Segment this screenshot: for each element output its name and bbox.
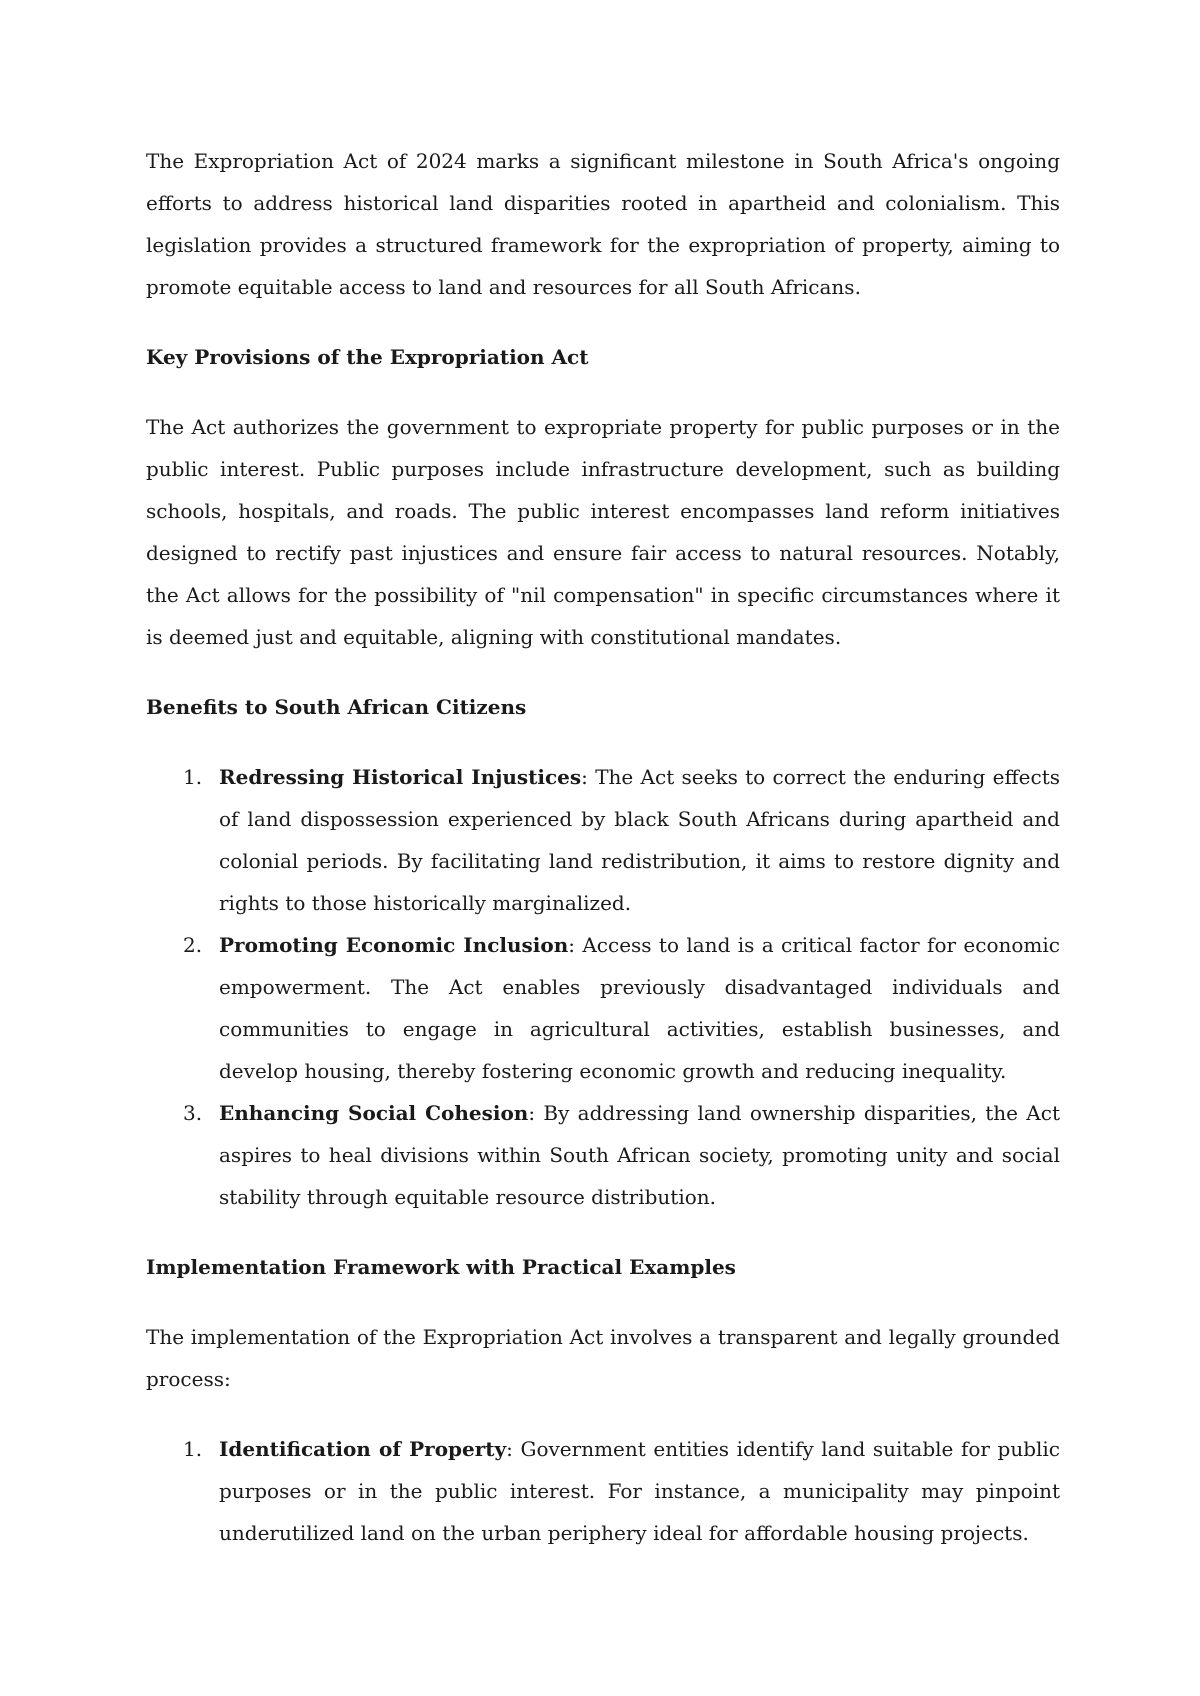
section-heading-key-provisions: Key Provisions of the Expropriation Act xyxy=(146,345,589,369)
implementation-paragraph: The implementation of the Expropriation Act involves a transparent and legally grounded process: xyxy=(146,1325,1060,1391)
section-heading-benefits: Benefits to South African Citizens xyxy=(146,695,527,719)
list-item-text: : Government entities identify land suitable for public purposes or in the public interest. For instance, a municipality may pinpoint underutilized land on the urban periphery ideal for affordable housing projects. xyxy=(219,1437,1061,1545)
list-item-term: Enhancing Social Cohesion xyxy=(219,1101,529,1125)
list-item-term: Identification of Property xyxy=(219,1437,507,1461)
list-item-text: : By addressing land ownership disparities, the Act aspires to heal divisions within South African society, promoting unity and social stability through equitable resource distribution. xyxy=(219,1101,1060,1209)
document-page xyxy=(146,140,1060,1582)
implementation-list xyxy=(146,1428,1060,1554)
list-item-number: 2. xyxy=(183,933,203,957)
list-item-term: Promoting Economic Inclusion xyxy=(219,933,569,957)
key-provisions-paragraph: The Act authorizes the government to expropriate property for public purposes or in the public interest. Public purposes include infrastructure development, such as building schools, hospitals, and roads. The public interest encompasses land reform initiatives designed to rectify past injustices and ensure fair access to natural resources. Notably, the Act allows for the possibility of "nil compensation" in specific circumstances where it is deemed just and equitable, aligning with constitutional mandates. xyxy=(146,415,1060,649)
list-item-text: : Access to land is a critical factor for economic empowerment. The Act enables previously disadvantaged individuals and communities to engage in agricultural activities, establish businesses, and develop housing, thereby fostering economic growth and reducing inequality. xyxy=(219,933,1060,1083)
intro-paragraph: The Expropriation Act of 2024 marks a significant milestone in South Africa's ongoing efforts to address historical land disparities rooted in apartheid and colonialism. This legislation provides a structured framework for the expropriation of property, aiming to promote equitable access to land and resources for all South Africans. xyxy=(146,149,1060,299)
list-item-term: Redressing Historical Injustices xyxy=(219,765,582,789)
list-item-number: 1. xyxy=(183,765,203,789)
list-item-number: 3. xyxy=(183,1101,203,1125)
section-heading-implementation: Implementation Framework with Practical Examples xyxy=(146,1255,736,1279)
list-item xyxy=(146,1428,1060,1554)
list-item-number: 1. xyxy=(183,1437,203,1461)
list-item xyxy=(146,756,1060,924)
list-item xyxy=(146,924,1060,1092)
list-item-text: : The Act seeks to correct the enduring effects of land dispossession experienced by black South Africans during apartheid and colonial periods. By facilitating land redistribution, it aims to restore dignity and rights to those historically marginalized. xyxy=(219,765,1060,915)
list-item xyxy=(146,1092,1060,1218)
benefits-list xyxy=(146,756,1060,1218)
